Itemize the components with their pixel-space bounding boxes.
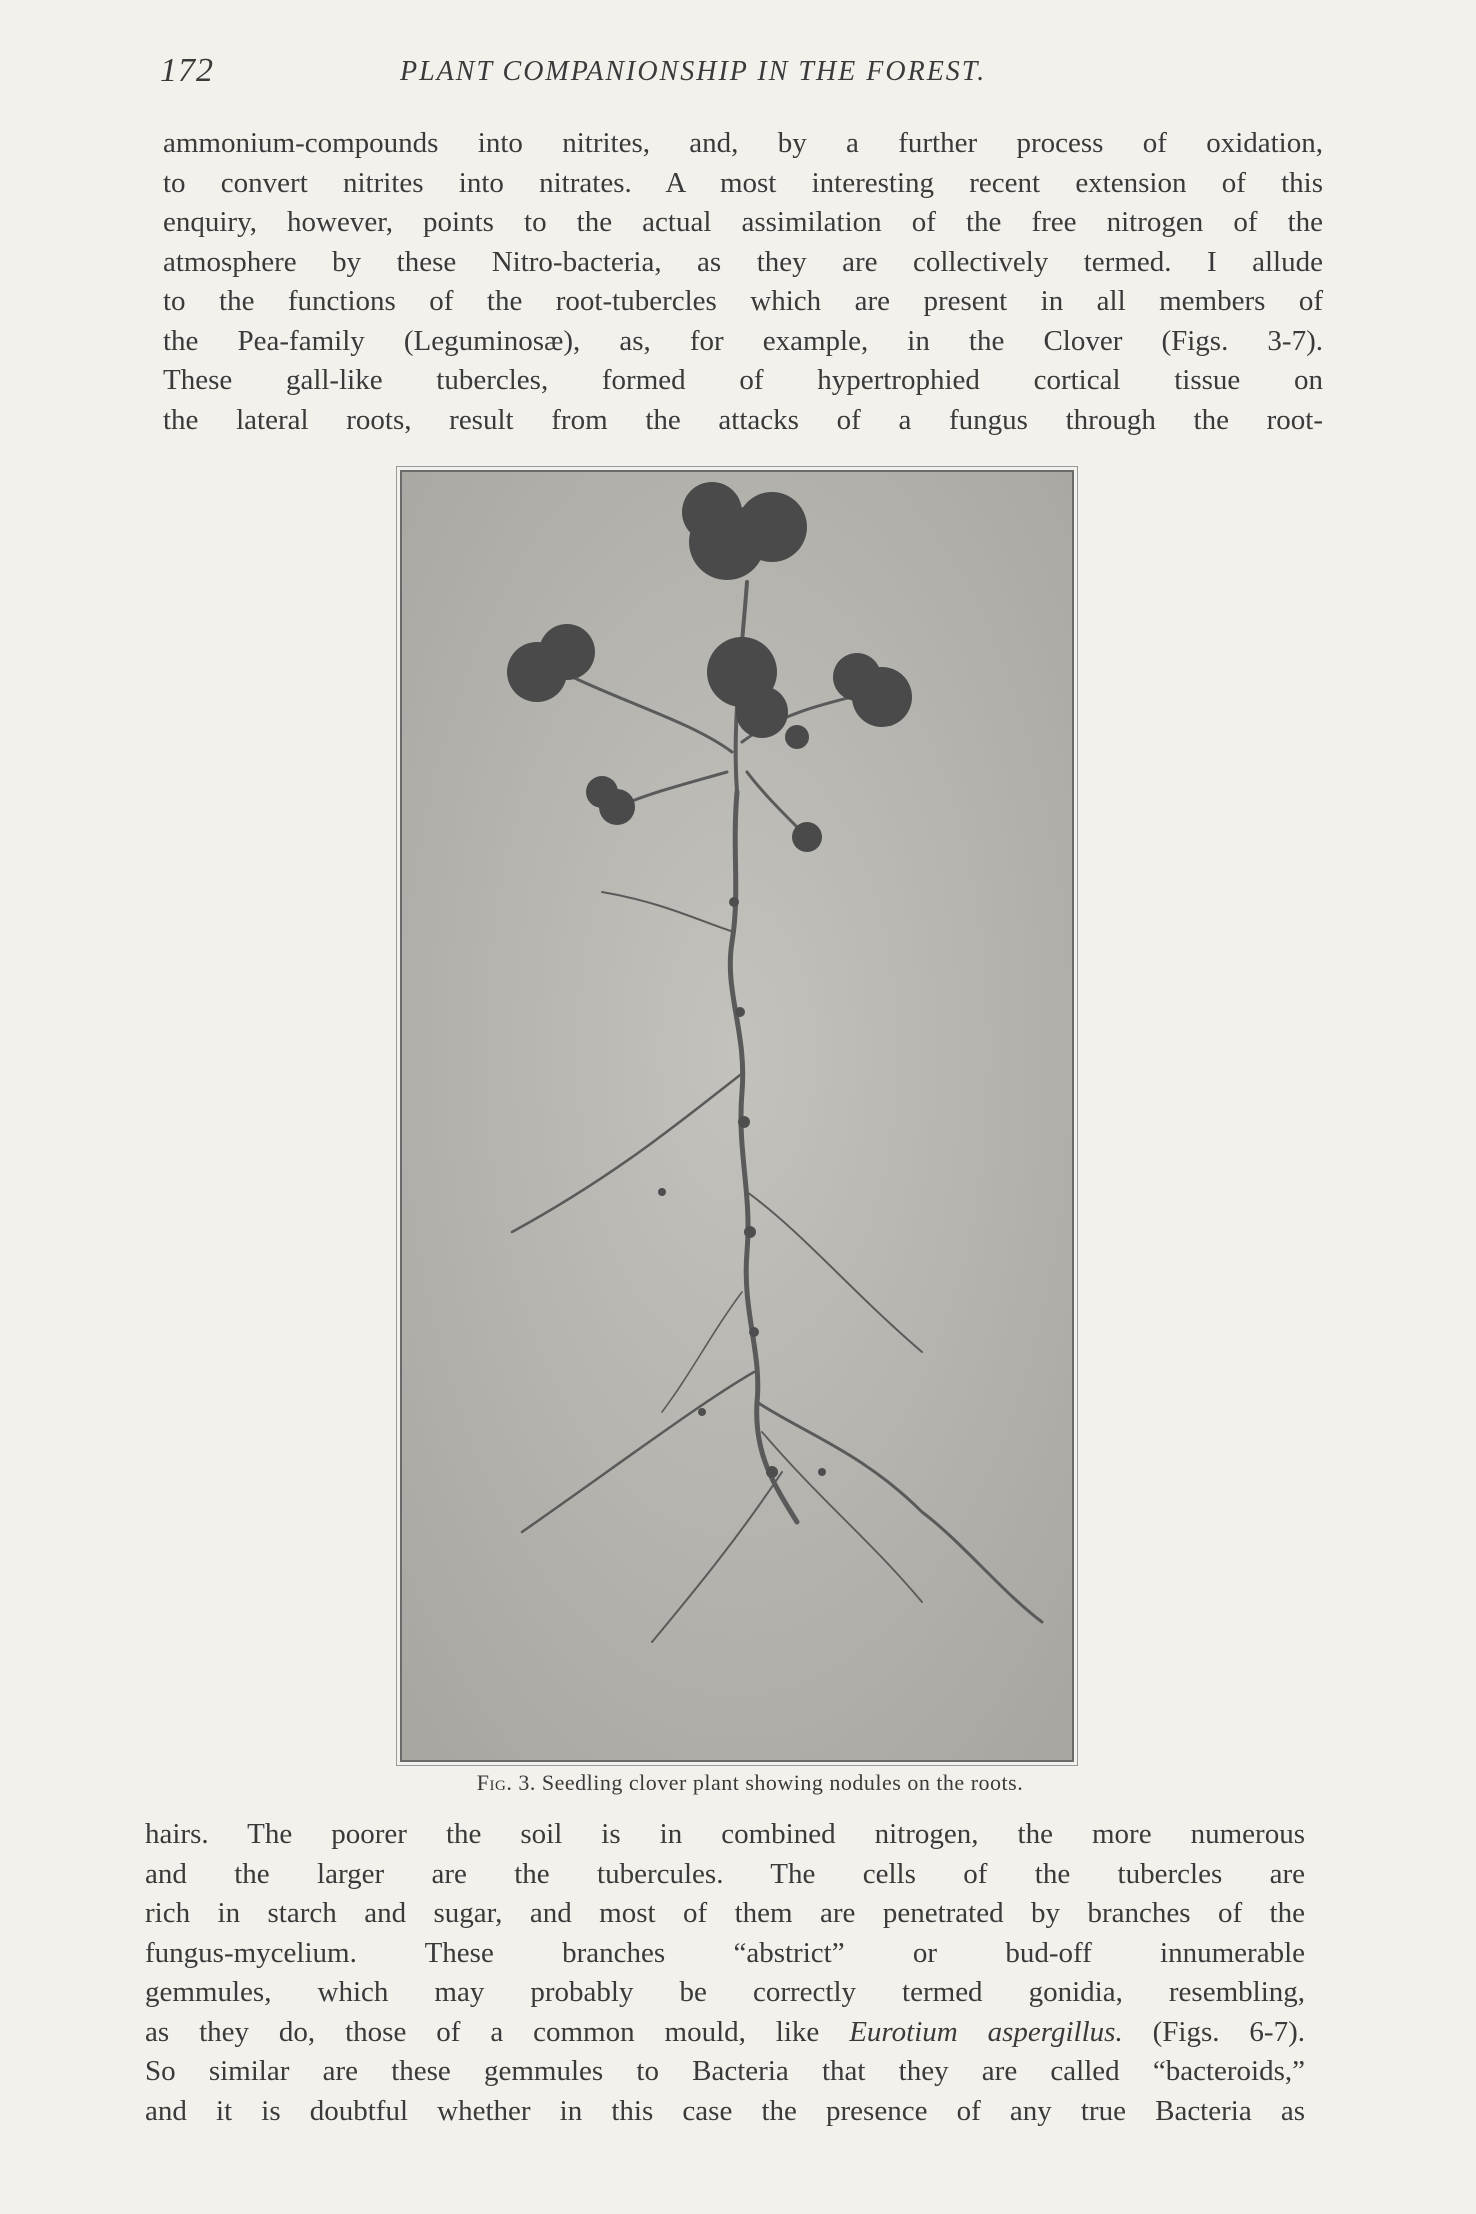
text-line: and it is doubtful whether in this case the presence of any true Bacteria as — [145, 2094, 1305, 2127]
species-name: Eurotium aspergillus. — [849, 2015, 1123, 2048]
text-segment: as they do, those of a common mould, like — [145, 2015, 820, 2048]
figure-label: Fig. 3. — [476, 1770, 536, 1795]
text-line: So similar are these gemmules to Bacteria that they are called “bacteroids,” — [145, 2055, 1305, 2087]
figure-reference: (Figs. 6-7). — [1152, 2015, 1305, 2048]
text-line: fungus-mycelium. These branches “abstrict” or bud-off innumerable — [145, 1936, 1305, 1969]
clover-plant-illustration — [402, 472, 1072, 1760]
figure-caption-text: Seedling clover plant showing nodules on the roots. — [541, 1770, 1024, 1795]
text-line: enquiry, however, points to the actual assimilation of the free nitrogen of the — [163, 206, 1323, 238]
text-line: ammonium-compounds into nitrites, and, by a further process of oxidation, — [163, 127, 1323, 159]
text-line: and the larger are the tubercules. The cells of the tubercles are — [145, 1857, 1305, 1890]
text-line: hairs. The poorer the soil is in combined nitrogen, the more numerous — [145, 1818, 1305, 1850]
text-line: rich in starch and sugar, and most of them are penetrated by branches of the — [145, 1897, 1305, 1929]
bottom-paragraph — [145, 1815, 1305, 2131]
text-line: atmosphere by these Nitro-bacteria, as they are collectively termed. I allude — [163, 245, 1323, 278]
page-number: 172 — [160, 52, 214, 89]
text-line: These gall-like tubercles, formed of hypertrophied cortical tissue on — [163, 364, 1323, 396]
figure-caption — [400, 1770, 1100, 1796]
text-line: the Pea-family (Leguminosæ), as, for example, in the Clover (Figs. 3-7). — [163, 324, 1323, 357]
running-title: PLANT COMPANIONSHIP IN THE FOREST. — [400, 56, 987, 87]
text-line-with-species — [145, 2013, 1305, 2053]
page-header — [160, 52, 1320, 92]
text-line: gemmules, which may probably be correctly termed gonidia, resembling, — [145, 1976, 1305, 2008]
text-line: to convert nitrites into nitrates. A most interesting recent extension of this — [163, 166, 1323, 199]
clover-seedling-photograph — [400, 470, 1074, 1762]
text-line: to the functions of the root-tubercles which are present in all members of — [163, 285, 1323, 317]
text-line: the lateral roots, result from the attacks of a fungus through the root- — [163, 403, 1323, 436]
top-paragraph — [163, 124, 1323, 440]
